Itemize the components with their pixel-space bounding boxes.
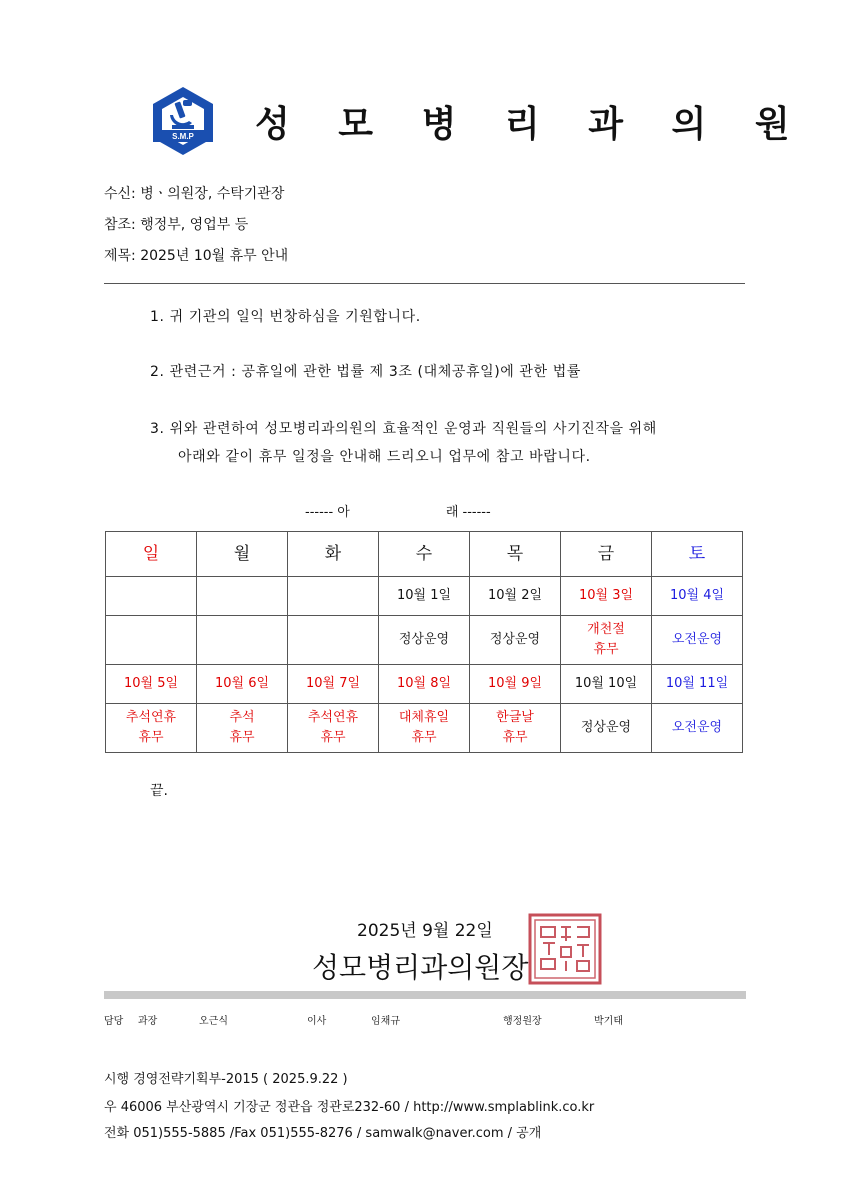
status-text: 한글날 휴무 <box>496 709 534 745</box>
drafter-label: 담당 <box>104 1016 124 1027</box>
date-cell: 10월 7일 <box>288 665 379 704</box>
status-cell <box>379 616 470 665</box>
weekday-sun: 일 <box>106 532 197 577</box>
status-cell <box>561 704 652 753</box>
week-2-status-row <box>106 704 743 753</box>
status-cell <box>652 704 743 753</box>
date-cell: 10월 6일 <box>197 665 288 704</box>
approver-name: 박기태 <box>594 1016 623 1027</box>
end-mark: 끝. <box>150 783 168 799</box>
status-cell <box>106 616 197 665</box>
weekday-tue: 화 <box>288 532 379 577</box>
date-cell: 10월 9일 <box>470 665 561 704</box>
status-cell <box>561 616 652 665</box>
notice-heading <box>305 501 491 520</box>
status-text: 정상운영 <box>398 631 450 647</box>
status-text: 정상운영 <box>580 719 632 735</box>
status-text: 정상운영 <box>489 631 541 647</box>
official-seal-stamp <box>528 913 602 985</box>
weekday-wed: 수 <box>379 532 470 577</box>
status-text: 개천절 휴무 <box>587 621 625 657</box>
status-cell <box>652 616 743 665</box>
weekday-thu: 목 <box>470 532 561 577</box>
date-cell <box>197 577 288 616</box>
status-cell <box>379 704 470 753</box>
status-cell <box>197 616 288 665</box>
status-text: 오전운영 <box>671 631 723 647</box>
status-cell <box>470 616 561 665</box>
notice-heading-left: ------ 아 <box>305 505 350 520</box>
reviewer-role: 이사 <box>307 1016 327 1027</box>
footer-address: 우 46006 부산광역시 기장군 정관읍 정관로232-60 / http://www.smplablink.co.kr <box>104 1100 595 1115</box>
signature-divider-bar <box>104 991 746 999</box>
footer-enforcement: 시행 경영전략기획부-2015 ( 2025.9.22 ) <box>104 1072 348 1087</box>
clinic-logo <box>150 85 216 157</box>
week-1-dates-row <box>106 577 743 616</box>
organization-title: 성 모 병 리 과 의 원 <box>255 104 808 145</box>
date-cell: 10월 2일 <box>470 577 561 616</box>
date-cell <box>106 577 197 616</box>
status-text: 추석 휴무 <box>229 709 255 745</box>
issue-date: 2025년 9월 22일 <box>357 921 493 941</box>
date-cell: 10월 1일 <box>379 577 470 616</box>
date-cell: 10월 4일 <box>652 577 743 616</box>
status-text: 추석연휴 휴무 <box>307 709 359 745</box>
week-2-dates-row <box>106 665 743 704</box>
date-cell <box>288 577 379 616</box>
reviewer-name: 임채규 <box>371 1016 400 1027</box>
status-cell <box>288 704 379 753</box>
drafter-name: 오근식 <box>199 1016 228 1027</box>
paragraph-2: 2. 관련근거 : 공휴일에 관한 법률 제 3조 (대체공휴일)에 관한 법률 <box>150 364 581 380</box>
drafter-role: 과장 <box>138 1016 158 1027</box>
subject-line: 제목: 2025년 10월 휴무 안내 <box>104 248 289 264</box>
status-text: 대체휴일 휴무 <box>398 709 450 745</box>
weekday-sat: 토 <box>652 532 743 577</box>
paragraph-3-line-2: 아래와 같이 휴무 일정을 안내해 드리오니 업무에 참고 바랍니다. <box>178 449 591 465</box>
date-cell: 10월 5일 <box>106 665 197 704</box>
reference-line: 참조: 행정부, 영업부 등 <box>104 217 249 233</box>
weekday-header-row <box>106 532 743 577</box>
status-text: 추석연휴 휴무 <box>125 709 177 745</box>
logo-text: S.M.P <box>172 132 194 141</box>
date-cell: 10월 11일 <box>652 665 743 704</box>
approver-role: 행정원장 <box>503 1016 542 1027</box>
weekday-fri: 금 <box>561 532 652 577</box>
header-divider <box>104 283 745 284</box>
status-text: 오전운영 <box>671 719 723 735</box>
issuer-name: 성모병리과의원장 <box>312 951 529 984</box>
week-1-status-row <box>106 616 743 665</box>
date-cell: 10월 3일 <box>561 577 652 616</box>
status-cell <box>197 704 288 753</box>
status-cell <box>470 704 561 753</box>
weekday-mon: 월 <box>197 532 288 577</box>
paragraph-3-line-1: 3. 위와 관련하여 성모병리과의원의 효율적인 운영과 직원들의 사기진작을 위해 <box>150 421 657 437</box>
recipient-line: 수신: 병ㆍ의원장, 수탁기관장 <box>104 186 285 202</box>
date-cell: 10월 10일 <box>561 665 652 704</box>
footer-contact: 전화 051)555-5885 /Fax 051)555-8276 / samwalk@naver.com / 공개 <box>104 1126 542 1141</box>
holiday-calendar <box>105 531 743 753</box>
date-cell: 10월 8일 <box>379 665 470 704</box>
status-cell <box>288 616 379 665</box>
status-cell <box>106 704 197 753</box>
paragraph-1: 1. 귀 기관의 일익 번창하심을 기원합니다. <box>150 309 421 325</box>
notice-heading-right: 래 ------ <box>445 505 491 520</box>
